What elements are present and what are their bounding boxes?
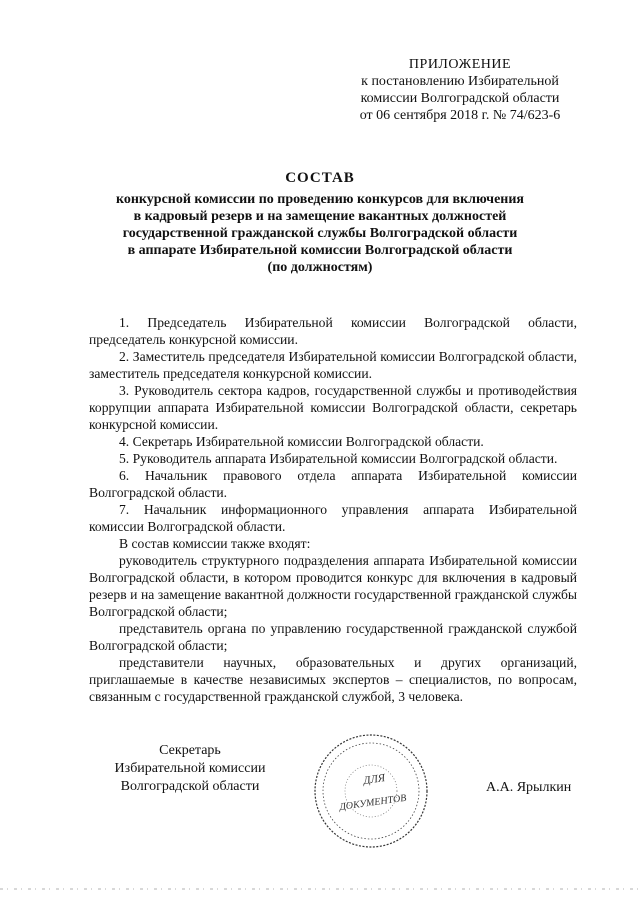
paragraph-3: 3. Руководитель сектора кадров, государственной службы и противодействия коррупции аппарата Избирательной комиссии Волгоградской области, секретарь конкурсной комиссии. [89,383,577,432]
document-title [60,170,580,276]
official-seal [312,732,430,850]
paragraph-8: В состав комиссии также входят: [119,536,311,551]
appendix-line-2: к постановлению Избирательной [361,74,559,89]
title-main: СОСТАВ [285,170,355,186]
title-line-4: в аппарате Избирательной комиссии Волгоградской области [127,243,513,258]
seal-text-1: ДЛЯ [362,772,386,787]
signature-line-2: Избирательной комиссии [114,761,266,776]
signature-title [90,742,290,796]
paragraph-11: представители научных, образовательных и других организаций, приглашаемые в качестве независимых экспертов – специалистов, по вопросам, связанным с государственной гражданской службой, 3 человека. [89,655,577,704]
paragraph-9: руководитель структурного подразделения аппарата Избирательной комиссии Волгоградской области, в котором проводится конкурс для включения в кадровый резерв и на замещение вакантной должности государственной гражданской службы Волгоградской области; [89,553,577,619]
document-body [89,314,577,705]
paragraph-6: 6. Начальник правового отдела аппарата Избирательной комиссии Волгоградской области. [89,468,577,500]
signatory-name: А.А. Ярылкин [486,780,572,795]
paragraph-1: 1. Председатель Избирательной комиссии Волгоградской области, председатель конкурсной комиссии. [89,315,577,347]
title-line-1: конкурсной комиссии по проведению конкурсов для включения [115,192,525,207]
title-line-2: в кадровый резерв и на замещение вакантных должностей [133,209,507,224]
title-line-5: (по должностям) [267,260,373,275]
appendix-line-3: комиссии Волгоградской области [360,91,560,106]
signature-line-1: Секретарь [159,743,221,758]
scan-edge-noise [0,886,640,892]
appendix-title: ПРИЛОЖЕНИЕ [408,57,512,72]
paragraph-4: 4. Секретарь Избирательной комиссии Волгоградской области. [119,434,484,449]
paragraph-7: 7. Начальник информационного управления аппарата Избирательной комиссии Волгоградской области. [89,502,577,534]
paragraph-2: 2. Заместитель председателя Избирательной комиссии Волгоградской области, заместитель председателя конкурсной комиссии. [89,349,577,381]
appendix-line-4: от 06 сентября 2018 г. № 74/623-6 [359,108,561,123]
paragraph-5: 5. Руководитель аппарата Избирательной комиссии Волгоградской области. [119,451,558,466]
title-line-3: государственной гражданской службы Волгоградской области [122,226,518,241]
signature-line-3: Волгоградской области [120,779,260,794]
seal-text-2: ДОКУМЕНТОВ [338,792,408,813]
paragraph-10: представитель органа по управлению государственной гражданской службой Волгоградской области; [89,621,577,653]
appendix-header [340,56,580,124]
